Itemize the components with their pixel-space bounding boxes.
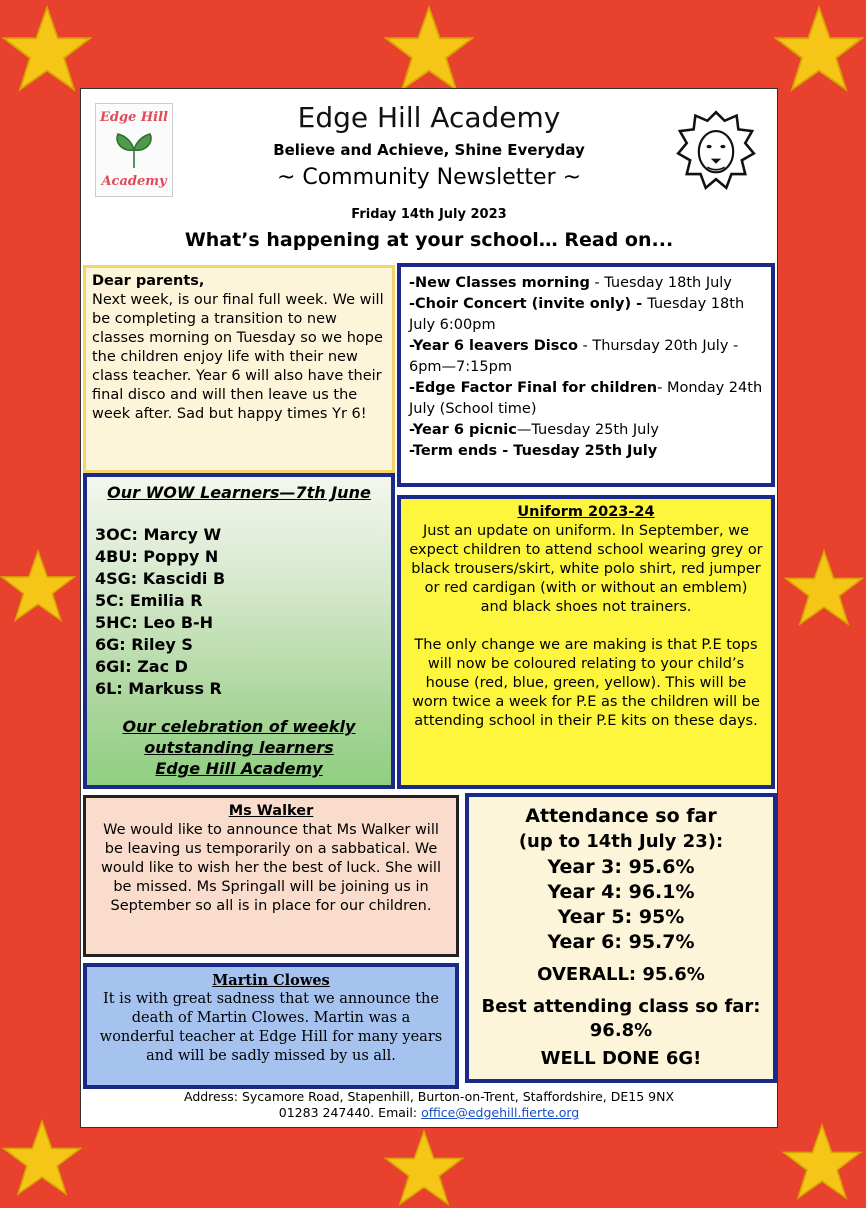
- events-box: [397, 263, 775, 487]
- learner-item: 4BU: Poppy N: [95, 547, 219, 566]
- dear-parents-box: [83, 265, 395, 473]
- learner-item: 5C: Emilia R: [95, 591, 203, 610]
- tagline: What’s happening at your school… Read on...: [184, 229, 674, 251]
- attendance-year: Year 3: 95.6%: [547, 856, 695, 878]
- star-icon: [782, 1122, 862, 1202]
- star-icon: [2, 4, 92, 94]
- attendance-year: Year 5: 95%: [557, 906, 685, 928]
- event-item: -Year 6 picnic—Tuesday 25th July: [409, 422, 659, 438]
- wow-footer: Our celebration of weekly outstanding learners Edge Hill Academy: [122, 717, 356, 778]
- dear-body: Next week, is our final full week. We will be completing a transition to new classes morning on Tuesday so we hope the children enjoy life with their new class teacher. Year 6 will also have their final disco and will then leave us the week after. Sad but happy times Yr 6!: [92, 292, 384, 422]
- attendance-heading: Attendance so far: [525, 805, 717, 827]
- email-link[interactable]: office@edgehill.fierte.org: [421, 1105, 580, 1120]
- attendance-year: Year 6: 95.7%: [547, 931, 695, 953]
- phone-text: 01283 247440. Email:: [278, 1105, 422, 1120]
- learner-item: 6L: Markuss R: [95, 679, 222, 698]
- uniform-para1: Just an update on uniform. In September, we expect children to attend school wearing grey or black trousers/skirt, white polo shirt, red jumper or red cardigan (with or without an emblem) and black shoes not trainers.: [409, 523, 763, 615]
- attendance-best: Best attending class so far: 96.8%: [481, 996, 761, 1041]
- learner-item: 6G: Riley S: [95, 635, 193, 654]
- star-icon: [0, 548, 76, 624]
- newsletter-page: [80, 88, 778, 1128]
- martin-body: It is with great sadness that we announce the death of Martin Clowes. Martin was a wonderful teacher at Edge Hill for many years and will be sadly missed by us all.: [99, 991, 443, 1064]
- attendance-box: [465, 793, 777, 1083]
- learner-item: 5HC: Leo B-H: [95, 613, 214, 632]
- address-footer: [81, 1089, 777, 1121]
- newsletter-header: [81, 89, 777, 257]
- event-item: -Term ends - Tuesday 25th July: [409, 443, 658, 459]
- school-name: Edge Hill Academy: [297, 101, 561, 134]
- walker-body: We would like to announce that Ms Walker will be leaving us temporarily on a sabbatical. We would like to wish her the best of luck. She will be missed. Ms Springall will be joining us in September so all is in place for our children.: [101, 822, 441, 914]
- event-item: -Edge Factor Final for children- Monday 24th July (School time): [409, 380, 763, 417]
- attendance-year: Year 4: 96.1%: [547, 881, 695, 903]
- star-icon: [774, 4, 864, 94]
- logo-text-bottom: Academy: [101, 174, 167, 189]
- attendance-subheading: (up to 14th July 23):: [518, 831, 724, 852]
- event-item: -Year 6 leavers Disco - Thursday 20th July - 6pm—7:15pm: [409, 338, 739, 375]
- wow-learners-box: [83, 473, 395, 789]
- ms-walker-box: [83, 795, 459, 957]
- lion-logo: [673, 105, 759, 195]
- martin-clowes-box: [83, 963, 459, 1089]
- learner-item: 6GI: Zac D: [95, 657, 188, 676]
- star-icon: [784, 548, 864, 628]
- uniform-box: [397, 495, 775, 789]
- motto: Believe and Achieve, Shine Everyday: [273, 141, 585, 159]
- star-icon: [2, 1118, 82, 1198]
- learner-item: 3OC: Marcy W: [95, 525, 222, 544]
- walker-heading: Ms Walker: [228, 803, 314, 819]
- contact-line: [81, 1105, 777, 1121]
- star-icon: [384, 4, 474, 94]
- event-item: -New Classes morning - Tuesday 18th July: [409, 275, 732, 291]
- uniform-heading: Uniform 2023-24: [517, 504, 655, 520]
- attendance-well-done: WELL DONE 6G!: [540, 1048, 702, 1069]
- address-line: Address: Sycamore Road, Stapenhill, Burton-on-Trent, Staffordshire, DE15 9NX: [183, 1089, 675, 1104]
- newsletter-date: Friday 14th July 2023: [351, 207, 507, 222]
- uniform-para2: The only change we are making is that P.E tops will now be coloured relating to your child’s house (red, blue, green, yellow). This will be worn twice a week for P.E as the children will be attending school in their P.E kits on these days.: [412, 637, 760, 729]
- event-item: -Choir Concert (invite only) - Tuesday 18th July 6:00pm: [409, 296, 745, 333]
- dear-heading: Dear parents,: [92, 273, 205, 289]
- attendance-overall: OVERALL: 95.6%: [537, 964, 705, 985]
- logo-text-top: Edge Hill: [100, 110, 168, 125]
- newsletter-title: ~ Community Newsletter ~: [276, 165, 582, 190]
- star-icon: [384, 1128, 464, 1208]
- wow-heading: Our WOW Learners—7th June: [107, 483, 371, 502]
- martin-heading: Martin Clowes: [212, 972, 330, 989]
- learner-item: 4SG: Kascidi B: [95, 569, 226, 588]
